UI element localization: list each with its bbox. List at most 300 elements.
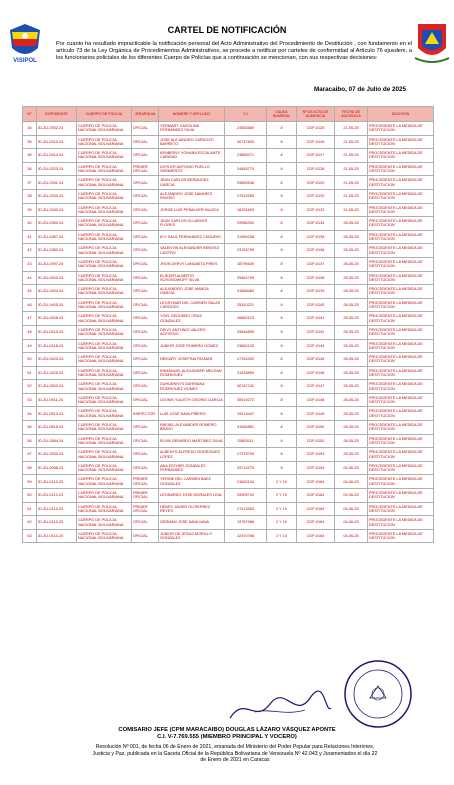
table-cell: 25310221 xyxy=(225,298,267,312)
table-cell: ID-ZU-0397-24 xyxy=(37,257,77,271)
table-cell: 8 xyxy=(267,421,297,435)
table-cell: JUNIOR JOSE ROMERO GOMEZ xyxy=(159,339,225,353)
column-header: C.I xyxy=(225,107,267,122)
table-cell: 04-06-25 xyxy=(335,516,368,530)
table-cell: CDP-0140 xyxy=(297,298,335,312)
svg-text:VISIPOL: VISIPOL xyxy=(13,58,37,64)
table-cell: 23763799 xyxy=(225,244,267,258)
table-cell: JEAN CARLOS OLLARVES FLORES xyxy=(159,217,225,231)
table-cell: 35 xyxy=(23,135,37,149)
table-cell: PROCEDENTE LA MEDIDA DE DESTITUCION xyxy=(368,475,434,489)
table-cell: ID-ZU-0425-24 xyxy=(37,366,77,380)
table-cell: 24483770 xyxy=(225,162,267,176)
table-cell: CDP-0135 xyxy=(297,230,335,244)
table-cell: 39 xyxy=(23,203,37,217)
table-cell: 57 xyxy=(23,448,37,462)
table-cell: CDP-0146 xyxy=(297,366,335,380)
table-cell: 58 xyxy=(23,461,37,475)
table-cell: 2 Y 13 xyxy=(267,502,297,516)
column-header: DECISION xyxy=(368,107,434,122)
table-row xyxy=(23,529,434,543)
table-cell: ID-ZU-0113-23 xyxy=(37,529,77,543)
table-cell: PROCEDENTE LA MEDIDA DE DESTITUCION xyxy=(368,353,434,367)
signatory-id: C.I. V-7.769.555 (MIEMBRO PRINCIPAL Y VOCERO) xyxy=(157,734,297,740)
table-cell: ID-ZU-0113-23 xyxy=(37,489,77,503)
table-cell: CUERPO DE POLICIA NACIONAL BOLIVARIANA xyxy=(77,366,132,380)
table-cell: PROCEDENTE LA MEDIDA DE DESTITUCION xyxy=(368,176,434,190)
table-cell: 25905702 xyxy=(225,489,267,503)
column-header: CUERPO DE POLICIA xyxy=(77,107,132,122)
table-cell: 8 xyxy=(267,434,297,448)
table-cell: CDP-0147 xyxy=(297,380,335,394)
table-cell: CUERPO DE POLICIA NACIONAL BOLIVARIANA xyxy=(77,189,132,203)
table-cell: ID-ZU-0113-23 xyxy=(37,516,77,530)
table-cell: OFICIAL xyxy=(132,448,159,462)
table-cell: PROCEDENTE LA MEDIDA DE DESTITUCION xyxy=(368,421,434,435)
table-cell: 18795639 xyxy=(225,257,267,271)
table-cell: OFICIAL xyxy=(132,285,159,299)
table-cell: OFICIAL xyxy=(132,244,159,258)
table-cell: CUERPO DE POLICIA NACIONAL BOLIVARIANA xyxy=(77,380,132,394)
table-cell: ENMANUEL ALEXANDER MELEAN RODRIGUEZ xyxy=(159,366,225,380)
table-cell: 61 xyxy=(23,502,37,516)
table-row xyxy=(23,189,434,203)
table-cell: 8 xyxy=(267,257,297,271)
table-cell: CUERPO DE POLICIA NACIONAL BOLIVARIANA xyxy=(77,353,132,367)
table-cell: CDP-0164 xyxy=(297,489,335,503)
table-cell: CUERPO DE POLICIA NACIONAL BOLIVARIANA xyxy=(77,244,132,258)
table-cell: 24563680 xyxy=(225,122,267,136)
table-cell: PRIMER OFICIAL xyxy=(132,502,159,516)
table-row xyxy=(23,489,434,503)
table-cell: 8 xyxy=(267,353,297,367)
table-cell: 35 xyxy=(23,149,37,163)
table-cell: PROCEDENTE LA MEDIDA DE DESTITUCION xyxy=(368,461,434,475)
table-cell: CUERPO DE POLICIA NACIONAL BOLIVARIANA xyxy=(77,339,132,353)
table-cell: 28-05-25 xyxy=(335,217,368,231)
table-cell: ID-ZU-0302-24 xyxy=(37,122,77,136)
table-cell: 8 xyxy=(267,285,297,299)
table-cell: JEAN CARLOS BERMUDEZ GARCIA xyxy=(159,176,225,190)
table-cell: 21692134 xyxy=(225,475,267,489)
signature xyxy=(225,690,335,726)
table-cell: GERMAN JOSE NAVA NAVA xyxy=(159,516,225,530)
table-cell: JORGE LUIS PEÑALVER MUJICA xyxy=(159,203,225,217)
table-cell: ID-ZU-0332-24 xyxy=(37,448,77,462)
table-cell: 27154329 xyxy=(225,353,267,367)
signatory-name: COMISARIO JEFE (CPM MARACAIBO) DOUGLAS LÁZARO VÁSQUEZ APONTE xyxy=(118,727,336,733)
table-cell: OFICIAL xyxy=(132,217,159,231)
table-cell: 31888484 xyxy=(225,285,267,299)
table-cell: 28-05-25 xyxy=(335,353,368,367)
table-cell: 21-05-25 xyxy=(335,189,368,203)
table-cell: OFICIAL xyxy=(132,353,159,367)
table-cell: 38 xyxy=(23,189,37,203)
table-cell: PROCEDENTE LA MEDIDA DE DESTITUCION xyxy=(368,244,434,258)
table-cell: CDP-0164 xyxy=(297,529,335,543)
table-cell: PROCEDENTE LA MEDIDA DE DESTITUCION xyxy=(368,122,434,136)
table-cell: ID-ZU-0323-24 xyxy=(37,162,77,176)
table-cell: CDP-0136 xyxy=(297,244,335,258)
table-cell: PRIMER OFICIAL xyxy=(132,475,159,489)
official-seal-stamp xyxy=(342,658,414,730)
table-cell: NEIKARY JOSEFINA PALMAR xyxy=(159,353,225,367)
table-cell: CUERPO DE POLICIA NACIONAL BOLIVARIANA xyxy=(77,162,132,176)
table-cell: ID-ZU-0408-24 xyxy=(37,312,77,326)
table-cell: 28-05-25 xyxy=(335,244,368,258)
table-cell: ID-ZU-0333-24 xyxy=(37,189,77,203)
table-row xyxy=(23,325,434,339)
table-cell: CDP-0132 xyxy=(297,203,335,217)
table-cell: CDP-0127 xyxy=(297,149,335,163)
table-row xyxy=(23,339,434,353)
table-cell: CUERPO DE POLICIA NACIONAL BOLIVARIANA xyxy=(77,461,132,475)
table-cell: CUERPO DE POLICIA NACIONAL BOLIVARIANA xyxy=(77,448,132,462)
table-row xyxy=(23,122,434,136)
table-cell: PROCEDENTE LA MEDIDA DE DESTITUCION xyxy=(368,230,434,244)
table-cell: CDP-0145 xyxy=(297,353,335,367)
table-cell: CDP-0139 xyxy=(297,285,335,299)
table-cell: PROCEDENTE LA MEDIDA DE DESTITUCION xyxy=(368,325,434,339)
table-cell: PROCEDENTE LA MEDIDA DE DESTITUCION xyxy=(368,162,434,176)
table-cell: 28-05-25 xyxy=(335,366,368,380)
resolution-text: Resolución Nº 001, de fecha 06 de Enero de 2021, emanada del Ministerio del Poder Popular para Relaciones Interiores, Justicia y Paz, publicada en la Gaceta Oficial de la República Bolivariana de Venezuela Nº 42.043 y Juramentados el día 22 de Enero de 2021 en Caracas xyxy=(92,744,378,763)
table-cell: 21-05-25 xyxy=(335,203,368,217)
table-cell: CDP-0153 xyxy=(297,448,335,462)
table-cell: ID-ZU-0515-24 xyxy=(37,421,77,435)
table-cell: JUNIOR DE JESUS MORILLO GONZALEZ xyxy=(159,529,225,543)
table-cell: YERINE DEL CARMEN BAEZ GONZALEZ xyxy=(159,475,225,489)
table-cell: YERMARY CAROLINA FERNANDEZ SILVA xyxy=(159,122,225,136)
table-cell: CDP-0141 xyxy=(297,312,335,326)
table-cell: CUERPO DE POLICIA NACIONAL BOLIVARIANA xyxy=(77,393,132,407)
table-cell: 8 xyxy=(267,393,297,407)
table-cell: LUIS JOSE NAVA PIÑERO xyxy=(159,407,225,421)
table-cell: CUERPO DE POLICIA NACIONAL BOLIVARIANA xyxy=(77,529,132,543)
table-cell: OFICIAL xyxy=(132,529,159,543)
table-cell: 29714279 xyxy=(225,461,267,475)
table-cell: 60 xyxy=(23,489,37,503)
table-cell: ID-ZU-0367-24 xyxy=(37,230,77,244)
table-cell: CDP-0142 xyxy=(297,325,335,339)
table-cell: 8 xyxy=(267,122,297,136)
table-cell: 8 xyxy=(267,244,297,258)
table-cell: CUERPO DE POLICIA NACIONAL BOLIVARIANA xyxy=(77,489,132,503)
table-cell: 04-06-25 xyxy=(335,489,368,503)
table-cell: 21-05-25 xyxy=(335,149,368,163)
table-cell: ALEJANDRO JOSE NAVAREZ RIVERO xyxy=(159,189,225,203)
table-cell: OFICIAL xyxy=(132,189,159,203)
table-cell: CUERPO DE POLICIA NACIONAL BOLIVARIANA xyxy=(77,421,132,435)
table-cell: 34 xyxy=(23,122,37,136)
table-cell: CDP-0128 xyxy=(297,162,335,176)
table-cell: CUERPO DE POLICIA NACIONAL BOLIVARIANA xyxy=(77,502,132,516)
table-cell: ID-ZU-0413-24 xyxy=(37,325,77,339)
table-cell: ELVIN GERARDO MARTINEZ SILVA xyxy=(159,434,225,448)
table-cell: 28-05-25 xyxy=(335,285,368,299)
table-cell: 8 xyxy=(267,217,297,231)
table-cell: 31989258 xyxy=(225,230,267,244)
table-cell: 28-05-25 xyxy=(335,257,368,271)
table-header-row xyxy=(23,107,434,122)
table-row xyxy=(23,257,434,271)
table-cell: LEONIS YULIETH OSORIO GARCIA xyxy=(159,393,225,407)
column-header: CAUSA NUMERAL xyxy=(267,107,297,122)
table-cell: 28-05-25 xyxy=(335,298,368,312)
table-cell: 28-05-25 xyxy=(335,230,368,244)
table-cell: ID-ZU-0113-23 xyxy=(37,502,77,516)
table-cell: OFICIAL xyxy=(132,176,159,190)
table-cell: ID-ZU-0113-23 xyxy=(37,475,77,489)
intro-paragraph: Por cuanto ha resultado impracticable la notificación personal del Acto Administrativo del Procedimiento de Destitución , con fundamento en el artículo 73 de la Ley Orgánica de Procedimientos Administrativos, se procede a notificar por carteles de conformidad al Artículo 76 ejusdem, a los funcionarios policiales de los diferentes Cuerpo de Policías que a continuación se mencionan, con sus respectivas decisiones: xyxy=(56,41,412,62)
table-row xyxy=(23,244,434,258)
table-cell: ELY SAUL FERNANDEZ CHOURIO xyxy=(159,230,225,244)
table-cell: 04-06-25 xyxy=(335,461,368,475)
table-row xyxy=(23,285,434,299)
table-cell: 28-05-25 xyxy=(335,434,368,448)
table-cell: CUERPO DE POLICIA NACIONAL BOLIVARIANA xyxy=(77,516,132,530)
table-cell: RAFAEL ALEXANDER ROMERO BRAVO xyxy=(159,421,225,435)
table-cell: 53 xyxy=(23,393,37,407)
table-cell: 8 xyxy=(267,176,297,190)
table-cell: OFICIAL xyxy=(132,203,159,217)
table-cell: 27910269 xyxy=(225,189,267,203)
column-header: FECHA DE AUDIENCIA xyxy=(335,107,368,122)
table-cell: 21-05-25 xyxy=(335,176,368,190)
table-cell: 28-05-25 xyxy=(335,421,368,435)
table-cell: PROCEDENTE LA MEDIDA DE DESTITUCION xyxy=(368,366,434,380)
table-cell: VALENTIN ALEXANDER BENITEZ CASTRO xyxy=(159,244,225,258)
table-cell: 44 xyxy=(23,271,37,285)
table-cell: ALBENYS ALFREDO RODRIGUEZ LOPEZ xyxy=(159,448,225,462)
document-title: CARTEL DE NOTIFICACIÓN xyxy=(167,25,287,35)
table-cell: 42 xyxy=(23,244,37,258)
table-cell: 23885071 xyxy=(225,149,267,163)
table-cell: PROCEDENTE LA MEDIDA DE DESTITUCION xyxy=(368,529,434,543)
table-cell: 19214047 xyxy=(225,407,267,421)
table-cell: 56 xyxy=(23,434,37,448)
table-cell: 22470768 xyxy=(225,529,267,543)
table-cell: CUERPO DE POLICIA NACIONAL BOLIVARIANA xyxy=(77,475,132,489)
table-cell: CDP-0129 xyxy=(297,176,335,190)
table-cell: PRIMER OFICIAL xyxy=(132,162,159,176)
table-row xyxy=(23,502,434,516)
table-cell: ID-ZU-0404-24 xyxy=(37,285,77,299)
table-cell: 16291693 xyxy=(225,203,267,217)
table-row xyxy=(23,298,434,312)
table-cell: OFICIAL xyxy=(132,380,159,394)
table-cell: CUERPO DE POLICIA NACIONAL BOLIVARIANA xyxy=(77,149,132,163)
table-cell: PROCEDENTE LA MEDIDA DE DESTITUCION xyxy=(368,257,434,271)
table-cell: CUERPO DE POLICIA NACIONAL BOLIVARIANA xyxy=(77,312,132,326)
table-cell: OFICIAL xyxy=(132,339,159,353)
table-cell: CDP-0126 xyxy=(297,135,335,149)
table-cell: ID-ZU-0405-24 xyxy=(37,298,77,312)
table-cell: PROCEDENTE LA MEDIDA DE DESTITUCION xyxy=(368,339,434,353)
table-cell: ID-ZU-0331-24 xyxy=(37,176,77,190)
table-cell: 45 xyxy=(23,285,37,299)
table-cell: ID-ZU-0511-24 xyxy=(37,393,77,407)
table-cell: CUERPO DE POLICIA NACIONAL BOLIVARIANA xyxy=(77,434,132,448)
table-cell: 26860123 xyxy=(225,312,267,326)
table-cell: 8 xyxy=(267,339,297,353)
table-cell: 8 xyxy=(267,149,297,163)
table-cell: 43 xyxy=(23,257,37,271)
table-cell: OFICIAL xyxy=(132,421,159,435)
table-cell: 30519272 xyxy=(225,393,267,407)
table-cell: CUERPO DE POLICIA NACIONAL BOLIVARIANA xyxy=(77,122,132,136)
table-cell: CUERPO DE POLICIA NACIONAL BOLIVARIANA xyxy=(77,407,132,421)
table-cell: ALEJANDRO JOSE MANGA GARCIA xyxy=(159,285,225,299)
table-cell: 30747830 xyxy=(225,135,267,149)
table-cell: 2 Y 13 xyxy=(267,475,297,489)
table-cell: 29853548 xyxy=(225,176,267,190)
table-cell: 8 xyxy=(267,135,297,149)
table-cell: 27413353 xyxy=(225,502,267,516)
table-cell: CUERPO DE POLICIA NACIONAL BOLIVARIANA xyxy=(77,325,132,339)
table-cell: PROCEDENTE LA MEDIDA DE DESTITUCION xyxy=(368,380,434,394)
table-cell: 25462709 xyxy=(225,271,267,285)
table-cell: CDP-0125 xyxy=(297,122,335,136)
table-cell: CUERPO DE POLICIA NACIONAL BOLIVARIANA xyxy=(77,135,132,149)
table-cell: PROCEDENTE LA MEDIDA DE DESTITUCION xyxy=(368,149,434,163)
table-cell: PROCEDENTE LA MEDIDA DE DESTITUCION xyxy=(368,434,434,448)
table-cell: 21-05-25 xyxy=(335,135,368,149)
table-cell: 8 xyxy=(267,230,297,244)
table-cell: OFICIAL xyxy=(132,135,159,149)
table-cell: OFICIAL xyxy=(132,298,159,312)
table-cell: JOSE ALEJANDRO CARDOZO BARRETO xyxy=(159,135,225,149)
table-row xyxy=(23,176,434,190)
table-cell: PROCEDENTE LA MEDIDA DE DESTITUCION xyxy=(368,407,434,421)
table-cell: CDP-0130 xyxy=(297,189,335,203)
table-row xyxy=(23,217,434,231)
table-cell: CUERPO DE POLICIA NACIONAL BOLIVARIANA xyxy=(77,203,132,217)
table-cell: 29646895 xyxy=(225,325,267,339)
table-cell: ELIEZER ALBERTO SCHONOWOFF SILVA xyxy=(159,271,225,285)
table-cell: PROCEDENTE LA MEDIDA DE DESTITUCION xyxy=(368,312,434,326)
table-cell: OFICIAL xyxy=(132,122,159,136)
table-cell: 04-06-25 xyxy=(335,502,368,516)
table-cell: YOEL SEGUNDO CRUZ GONZALEZ xyxy=(159,312,225,326)
document-date: Maracaibo, 07 de Julio de 2025 xyxy=(313,86,406,93)
table-cell: 8 xyxy=(267,162,297,176)
table-cell: 30787242 xyxy=(225,380,267,394)
table-cell: ID-ZU-0312-24 xyxy=(37,135,77,149)
table-cell: 40 xyxy=(23,217,37,231)
table-cell: 46 xyxy=(23,298,37,312)
table-cell: 25803111 xyxy=(225,434,267,448)
table-cell: OFICIAL xyxy=(132,516,159,530)
table-cell: ID-ZU-0340-24 xyxy=(37,203,77,217)
table-cell: 8 xyxy=(267,298,297,312)
table-row xyxy=(23,271,434,285)
table-row xyxy=(23,475,434,489)
table-cell: ID-ZU-0068-24 xyxy=(37,461,77,475)
table-body xyxy=(23,122,434,543)
table-cell: CUERPO DE POLICIA NACIONAL BOLIVARIANA xyxy=(77,217,132,231)
table-cell: ID-ZU-0402-24 xyxy=(37,271,77,285)
table-row xyxy=(23,149,434,163)
table-cell: ID-ZU-0360-24 xyxy=(37,217,77,231)
table-cell: CDP-0150 xyxy=(297,421,335,435)
table-row xyxy=(23,393,434,407)
table-cell: 8 xyxy=(267,407,297,421)
table-cell: CUERPO DE POLICIA NACIONAL BOLIVARIANA xyxy=(77,298,132,312)
table-cell: OFICIAL xyxy=(132,434,159,448)
table-cell: OFICIAL xyxy=(132,230,159,244)
table-cell: OFICIAL xyxy=(132,312,159,326)
table-cell: 19767986 xyxy=(225,516,267,530)
table-cell: PROCEDENTE LA MEDIDA DE DESTITUCION xyxy=(368,203,434,217)
table-cell: OFICIAL xyxy=(132,271,159,285)
table-cell: 28-05-25 xyxy=(335,271,368,285)
table-cell: 41 xyxy=(23,230,37,244)
table-cell: CDP-0149 xyxy=(297,407,335,421)
table-cell: 8 xyxy=(267,189,297,203)
table-cell: JHON DERVY LANDAETA PIRES xyxy=(159,257,225,271)
table-row xyxy=(23,380,434,394)
table-cell: 28-05-25 xyxy=(335,339,368,353)
table-cell: CDP-0164 xyxy=(297,475,335,489)
table-cell: 62 xyxy=(23,516,37,530)
table-cell: KENBERLY YOHANA ESCALANTE CARIDAD xyxy=(159,149,225,163)
table-row xyxy=(23,135,434,149)
table-cell: ANA ESTHER GONZALEZ FERNANDEZ xyxy=(159,461,225,475)
table-row xyxy=(23,434,434,448)
table-cell: 28-05-25 xyxy=(335,393,368,407)
table-cell: OFICIAL xyxy=(132,257,159,271)
table-cell: DOYLER ANTONIO PUELLO SARMIENTO xyxy=(159,162,225,176)
table-cell: CDP-0138 xyxy=(297,271,335,285)
table-cell: CDP-0164 xyxy=(297,502,335,516)
table-cell: 28-05-25 xyxy=(335,325,368,339)
table-cell: 8 xyxy=(267,271,297,285)
table-cell: ID-ZU-0509-24 xyxy=(37,380,77,394)
table-cell: PROCEDENTE LA MEDIDA DE DESTITUCION xyxy=(368,271,434,285)
notification-table xyxy=(22,106,434,543)
table-cell: 8 xyxy=(267,325,297,339)
table-cell: PROCEDENTE LA MEDIDA DE DESTITUCION xyxy=(368,393,434,407)
table-cell: CUERPO DE POLICIA NACIONAL BOLIVARIANA xyxy=(77,176,132,190)
table-cell: 28-05-25 xyxy=(335,407,368,421)
table-cell: LEONARDO JOSE MORALES LEAL xyxy=(159,489,225,503)
table-cell: OFICIAL xyxy=(132,325,159,339)
table-cell: 28-05-25 xyxy=(335,380,368,394)
table-cell: 8 xyxy=(267,203,297,217)
table-cell: 8 xyxy=(267,366,297,380)
table-cell: 49 xyxy=(23,339,37,353)
table-cell: LEOSYMAR DEL CARMEN SALAS CARDOZO xyxy=(159,298,225,312)
table-cell: CDP-0148 xyxy=(297,393,335,407)
table-cell: 29986390 xyxy=(225,217,267,231)
table-row xyxy=(23,312,434,326)
table-cell: ID-ZU-0389-24 xyxy=(37,244,77,258)
table-cell: 59 xyxy=(23,475,37,489)
table-row xyxy=(23,448,434,462)
table-cell: 54 xyxy=(23,407,37,421)
table-cell: CUERPO DE POLICIA NACIONAL BOLIVARIANA xyxy=(77,271,132,285)
table-cell: 27378700 xyxy=(225,448,267,462)
table-cell: CUERPO DE POLICIA NACIONAL BOLIVARIANA xyxy=(77,257,132,271)
table-cell: OFICIAL xyxy=(132,366,159,380)
table-cell: ID-ZU-0418-24 xyxy=(37,339,77,353)
table-row xyxy=(23,461,434,475)
table-cell: PROCEDENTE LA MEDIDA DE DESTITUCION xyxy=(368,217,434,231)
table-cell: 51 xyxy=(23,366,37,380)
table-cell: CDP-0137 xyxy=(297,257,335,271)
table-cell: 04-06-25 xyxy=(335,529,368,543)
